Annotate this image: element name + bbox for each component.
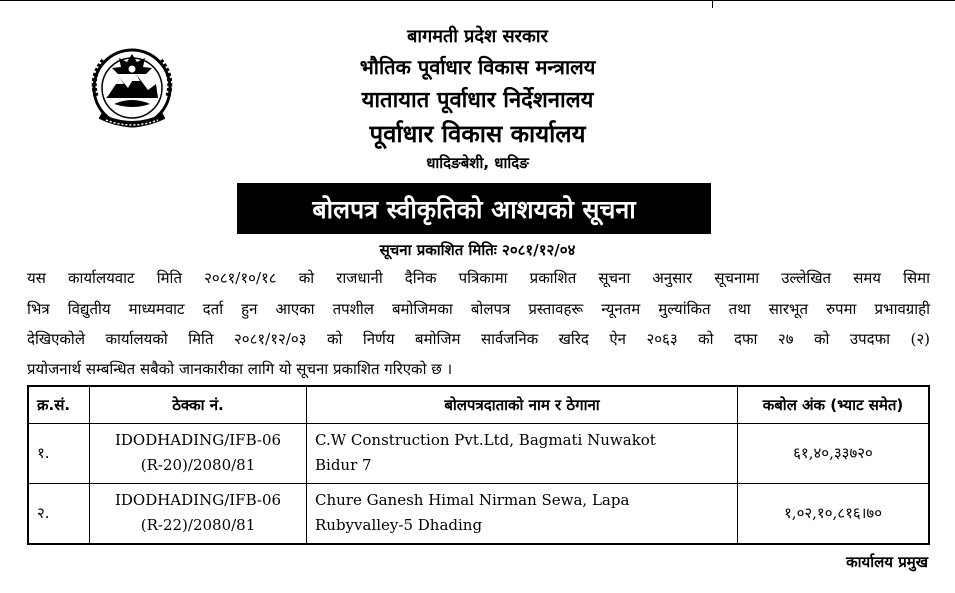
- row-bidder: [307, 424, 738, 484]
- contract-no-line1: IDODHADING/IFB-06: [114, 431, 282, 450]
- top-border-tick: [712, 0, 713, 8]
- row-serial: २.: [28, 483, 90, 544]
- notice-body-line-1: यस कार्यालयवाट मिति २०८१/१०/१८ को राजधानी दैनिक पत्रिकामा प्रकाशित सूचना अनुसार सूचनामा उल्लेखित समय सिमा: [27, 269, 930, 287]
- bidder-line2: Rubyvalley-5 Dhading: [315, 516, 483, 535]
- bidder-line1: Chure Ganesh Himal Nirman Sewa, Lapa: [315, 491, 630, 510]
- contract-no-line1: IDODHADING/IFB-06: [114, 491, 282, 510]
- header-ministry: भौतिक पूर्वाधार विकास मन्त्रालय: [359, 55, 596, 79]
- header-serial: क्र.सं.: [28, 386, 90, 424]
- row-amount: ६१,४०,३३७२०: [738, 424, 930, 484]
- header-contract-no: ठेक्का नं.: [90, 386, 307, 424]
- row-contract-no: [90, 424, 307, 484]
- contract-no-line2: (R-22)/2080/81: [140, 516, 256, 535]
- notice-body-line-2: भित्र विद्युतीय माध्यमवाट दर्ता हुन आएका तपशील बमोजिमका बोलपत्र प्रस्तावहरू न्यूनतम मुल्यांकित तथा सारभूत रुपमा प्रभावग्राही: [27, 300, 930, 318]
- header-province: बागमती प्रदेश सरकार: [407, 26, 548, 47]
- header-bidder: बोलपत्रदाताको नाम र ठेगाना: [307, 386, 738, 424]
- bidder-line1: C.W Construction Pvt.Ltd, Bagmati Nuwakot: [315, 431, 656, 450]
- row-serial: १.: [28, 424, 90, 484]
- bid-award-table: [27, 385, 930, 545]
- notice-title-banner: बोलपत्र स्वीकृतिको आशयको सूचना: [237, 183, 711, 234]
- header-amount: कबोल अंक (भ्याट समेत): [738, 386, 930, 424]
- table-row: [28, 483, 929, 544]
- header-office: पूर्वाधार विकास कार्यालय: [369, 120, 586, 148]
- header-location: धादिङबेशी, धादिङ: [426, 154, 529, 172]
- published-date: सूचना प्रकाशित मितिः २०८१/१२/०४: [379, 241, 576, 259]
- table-header-row: [28, 386, 929, 424]
- bidder-line2: Bidur 7: [315, 456, 372, 475]
- row-bidder: [307, 483, 738, 544]
- notice-body-line-4: प्रयोजनार्थ सम्बन्धित सबैको जानकारीका लागि यो सूचना प्रकाशित गरिएको छ ।: [27, 360, 453, 378]
- row-amount: १,०२,१०,८१६।७०: [738, 483, 930, 544]
- contract-no-line2: (R-20)/2080/81: [140, 456, 256, 475]
- row-contract-no: [90, 483, 307, 544]
- office-chief-signature: कार्यालय प्रमुख: [846, 553, 928, 571]
- top-border-line: [0, 0, 955, 1]
- table-row: [28, 424, 929, 484]
- header-directorate: यातायात पूर्वाधार निर्देशनालय: [361, 88, 594, 113]
- notice-body-line-3: देखिएकोले कार्यालयको मिति २०८१/१२/०३ को निर्णय बमोजिम सार्वजनिक खरिद ऐन २०६३ को दफा २७ को उपदफा (२): [27, 330, 930, 348]
